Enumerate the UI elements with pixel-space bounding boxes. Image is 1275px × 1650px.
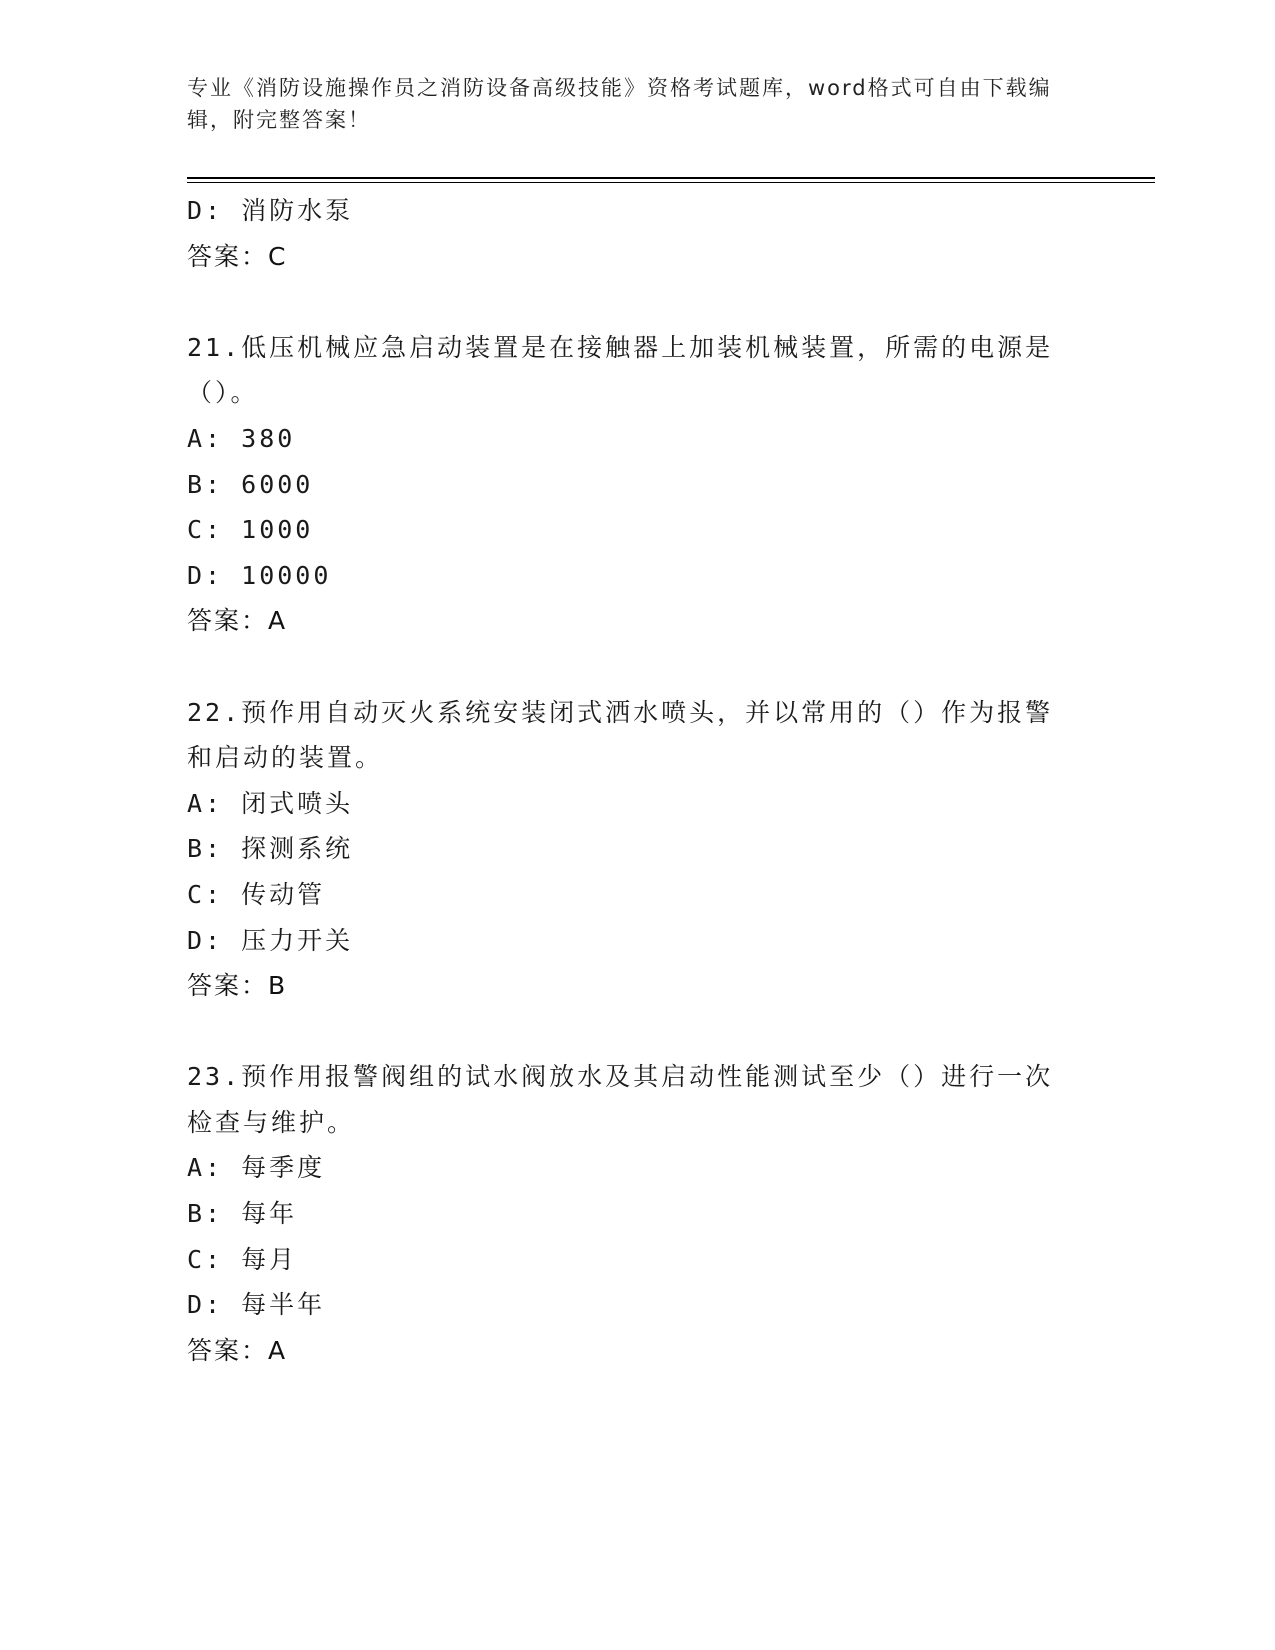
option-d: D: 压力开关 bbox=[187, 925, 354, 955]
document-header: 专业《消防设施操作员之消防设备高级技能》资格考试题库，word格式可自由下载编辑，附完整答案！ bbox=[187, 76, 1052, 132]
answer-line: 答案：A bbox=[187, 1335, 288, 1365]
option-d: D: 每半年 bbox=[187, 1290, 326, 1320]
option-a: A: 380 bbox=[187, 423, 296, 453]
option-b: B: 每年 bbox=[187, 1199, 298, 1229]
option-a: A: 每季度 bbox=[187, 1153, 326, 1183]
answer-line: 答案：A bbox=[187, 606, 288, 636]
question-23 bbox=[187, 1054, 1087, 1373]
answer-line: 答案：B bbox=[187, 971, 288, 1001]
option-c: C: 每月 bbox=[187, 1244, 298, 1274]
question-21 bbox=[187, 325, 1087, 644]
question-list bbox=[187, 188, 1087, 1373]
option-d: D: 消防水泵 bbox=[187, 196, 354, 225]
option-a: A: 闭式喷头 bbox=[187, 788, 354, 818]
option-b: B: 6000 bbox=[187, 469, 314, 499]
question-22 bbox=[187, 690, 1087, 1009]
header-divider-thin bbox=[187, 182, 1155, 183]
header-divider-thick bbox=[187, 177, 1155, 179]
question-stem: 23.预作用报警阀组的试水阀放水及其启动性能测试至少（）进行一次检查与维护。 bbox=[187, 1062, 1054, 1137]
option-d: D: 10000 bbox=[187, 560, 332, 590]
option-c: C: 传动管 bbox=[187, 879, 326, 909]
question-stem: 21.低压机械应急启动装置是在接触器上加装机械装置，所需的电源是（）。 bbox=[187, 332, 1054, 408]
option-c: C: 1000 bbox=[187, 515, 314, 545]
question-stem: 22.预作用自动灭火系统安装闭式洒水喷头，并以常用的（）作为报警和启动的装置。 bbox=[187, 697, 1054, 773]
option-b: B: 探测系统 bbox=[187, 834, 354, 864]
answer-line: 答案：C bbox=[187, 241, 288, 271]
